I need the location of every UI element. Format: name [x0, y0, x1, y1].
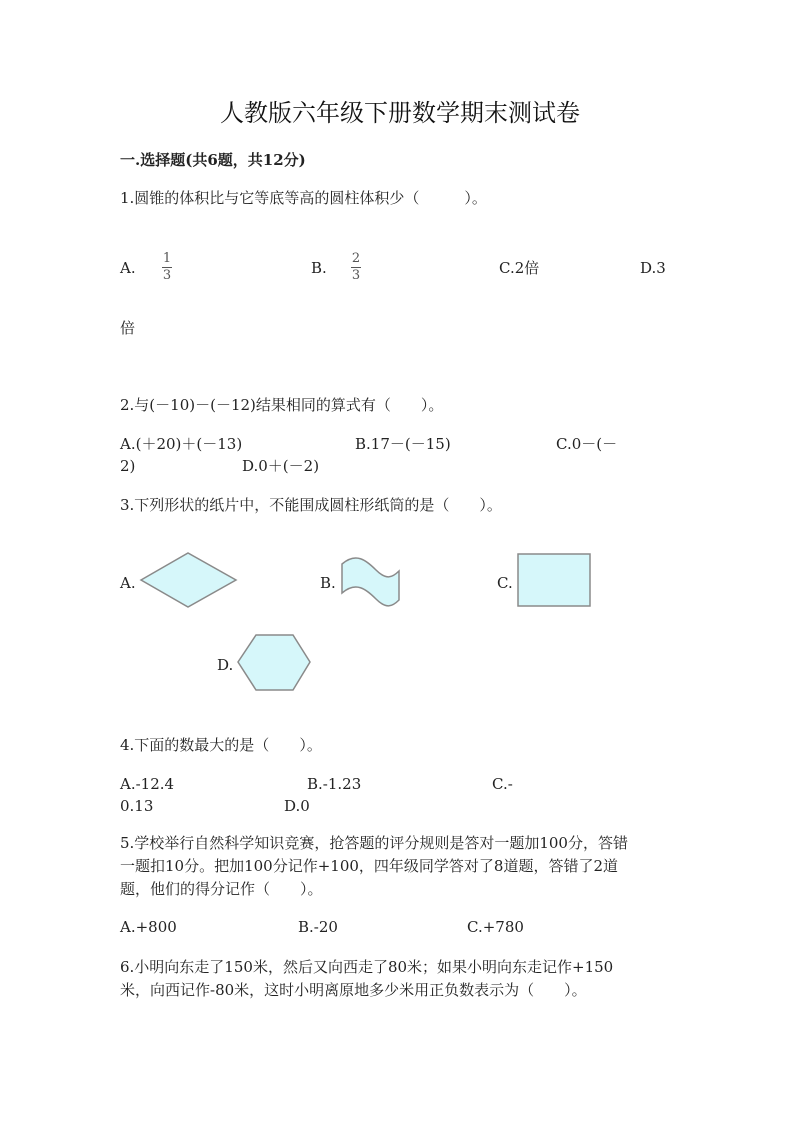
- q4-option-d: D.0: [284, 797, 310, 815]
- question-5-stem-line-3: 题，他们的得分记作（ ）。: [120, 880, 323, 898]
- q3-option-d-label: D.: [217, 656, 234, 674]
- q1-option-b-label: B.: [311, 259, 327, 277]
- q1-option-b-numerator: 2: [351, 251, 361, 266]
- question-6-stem-line-2: 米，向西记作-80米，这时小明离原地多少米用正负数表示为（ ）。: [120, 981, 587, 999]
- question-6-stem-line-1: 6.小明向东走了150米，然后又向西走了80米；如果小明向东走记作+150: [120, 958, 614, 976]
- q5-option-c: C.+780: [467, 918, 524, 936]
- q3-option-b-label: B.: [320, 574, 336, 592]
- rhombus-shape: [141, 553, 236, 607]
- q4-option-b: B.-1.23: [307, 775, 362, 793]
- q1-option-a-numerator: 1: [162, 251, 172, 266]
- section-heading: 一.选择题(共6题，共12分): [120, 151, 306, 169]
- q4-option-a: A.-12.4: [120, 775, 175, 793]
- q1-option-c: C.2倍: [499, 259, 540, 277]
- q2-option-c-wrap: 2): [120, 457, 136, 475]
- q1-option-d: D.3: [640, 259, 666, 277]
- q5-option-a: A.+800: [120, 918, 177, 936]
- question-1-stem: 1.圆锥的体积比与它等底等高的圆柱体积少（ ）。: [120, 189, 487, 207]
- question-5-stem-line-2: 一题扣10分。把加100分记作+100，四年级同学答对了8道题，答错了2道: [120, 857, 619, 875]
- q1-option-b-denominator: 3: [351, 268, 361, 283]
- rectangle-shape: [518, 554, 590, 606]
- q3-option-a-label: A.: [120, 574, 136, 592]
- wavy-flag-shape: [342, 558, 399, 606]
- q2-option-a: A.(＋20)＋(－13): [120, 435, 243, 453]
- q2-option-c: C.0－(－: [556, 435, 618, 453]
- hexagon-shape: [238, 635, 310, 690]
- q3-option-c-label: C.: [497, 574, 513, 592]
- q1-option-a-label: A.: [120, 259, 136, 277]
- q2-option-b: B.17－(－15): [355, 435, 451, 453]
- page-title: 人教版六年级下册数学期末测试卷: [220, 99, 580, 127]
- q2-option-d: D.0＋(－2): [242, 457, 320, 475]
- q5-option-b: B.-20: [298, 918, 338, 936]
- q1-option-d-wrap: 倍: [120, 319, 136, 337]
- q1-option-a-denominator: 3: [162, 268, 172, 283]
- question-3-stem: 3.下列形状的纸片中，不能围成圆柱形纸筒的是（ ）。: [120, 496, 502, 514]
- question-5-stem-line-1: 5.学校举行自然科学知识竞赛，抢答题的评分规则是答对一题加100分，答错: [120, 834, 628, 852]
- q4-option-c-wrap: 0.13: [120, 797, 154, 815]
- question-2-stem: 2.与(－10)－(－12)结果相同的算式有（ ）。: [120, 396, 444, 414]
- q4-option-c: C.-: [492, 775, 513, 793]
- question-4-stem: 4.下面的数最大的是（ ）。: [120, 736, 322, 754]
